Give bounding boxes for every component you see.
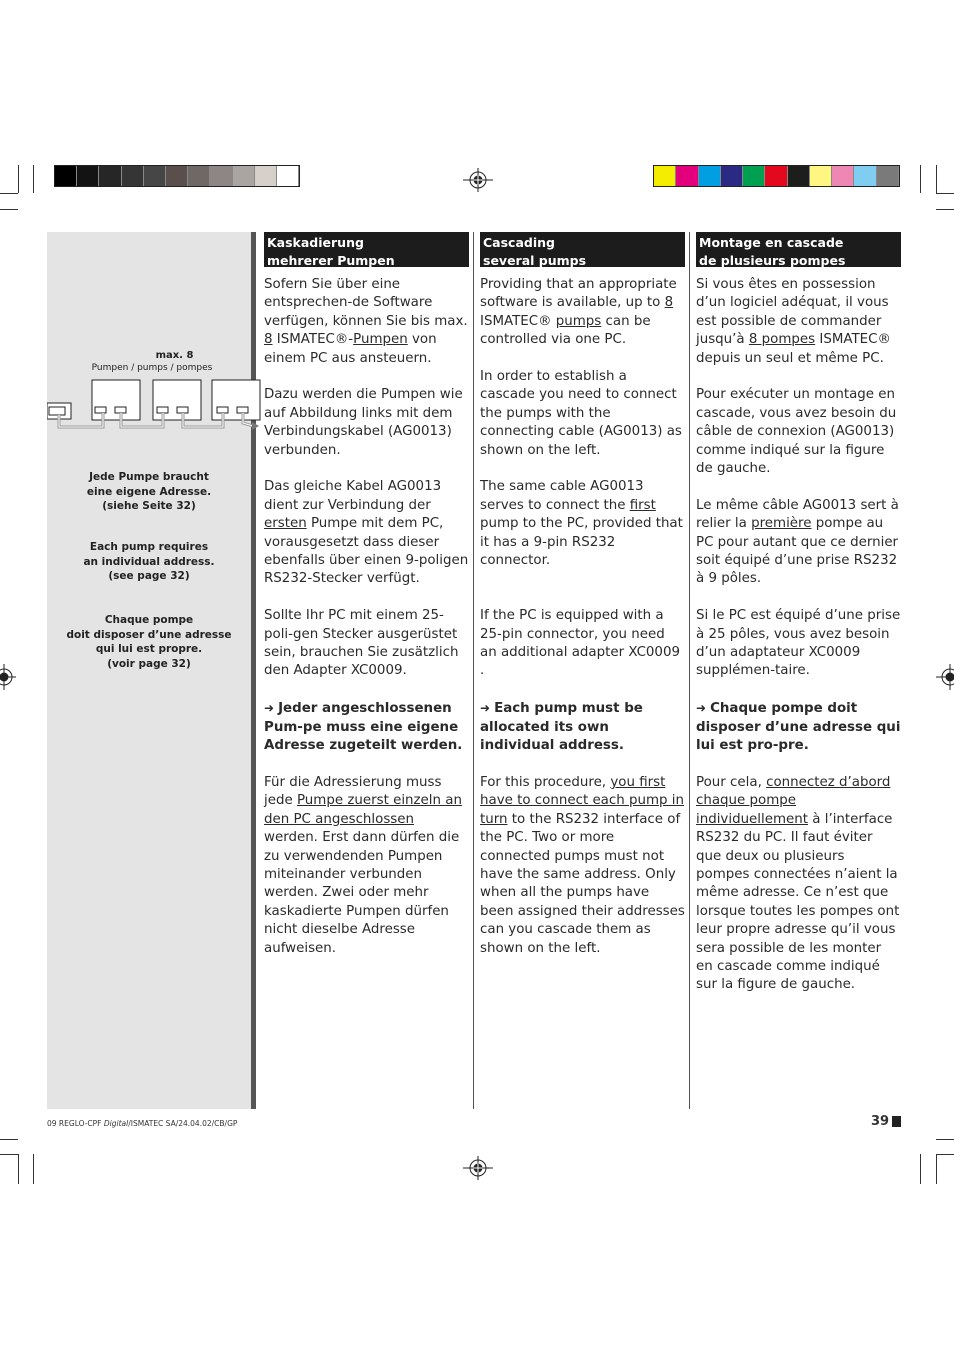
- important-note: ➜ Chaque pompe doit disposer d’une adresse qui lui est pro-pre.: [696, 701, 901, 754]
- paragraph: Sollte Ihr PC mit einem 25-poli-gen Stecker ausgerüstet sein, brauchen Sie zusätzlich den Adapter XC0009.: [264, 608, 459, 679]
- color-swatch: [122, 166, 144, 186]
- color-calibration-bar: [653, 165, 900, 187]
- section-heading: Montage en cascade de plusieurs pompes: [696, 232, 901, 267]
- crop-mark: [920, 165, 921, 193]
- crop-mark: [936, 1154, 954, 1155]
- paragraph: Providing that an appropriate software is available, up to 8 ISMATEC® pumps can be controlled via one PC.: [480, 277, 677, 348]
- color-swatch: [144, 166, 166, 186]
- crop-mark: [0, 209, 18, 210]
- column-divider: [689, 232, 690, 1109]
- section-heading: Cascading several pumps: [480, 232, 685, 267]
- registration-mark-icon: [0, 664, 16, 690]
- paragraph: Si vous êtes en possession d’un logiciel adéquat, il vous est possible de commander jusqu’à 8 pompes ISMATEC® depuis un seul et même PC.: [696, 277, 891, 366]
- sidebar-note-de: Jede Pumpe braucht eine eigene Adresse. (siehe Seite 32): [86, 471, 212, 512]
- paragraph: Pour exécuter un montage en cascade, vous avez besoin du câble de connexion (AG0013) comme indiqué sur la figure de gauche.: [696, 387, 897, 477]
- color-swatch: [854, 166, 876, 186]
- diagram-subtitle: Pumpen / pumps / pompes: [91, 363, 213, 373]
- color-swatch: [188, 166, 210, 186]
- column-body: [480, 276, 685, 958]
- color-swatch: [810, 166, 832, 186]
- column-divider: [473, 232, 474, 1109]
- crop-mark: [33, 1154, 34, 1184]
- paragraph: If the PC is equipped with a 25-pin connector, you need an additional adapter XC0009 .: [480, 608, 680, 679]
- color-swatch: [77, 166, 99, 186]
- crop-mark: [936, 1139, 954, 1140]
- registration-mark-icon: [936, 664, 954, 690]
- pump-box: [92, 380, 140, 420]
- color-swatch: [788, 166, 810, 186]
- color-swatch: [877, 166, 899, 186]
- diagram-title: max. 8: [155, 350, 194, 361]
- color-swatch: [277, 166, 299, 186]
- important-note: ➜ Each pump must be allocated its own individual address.: [480, 701, 643, 754]
- pump-cascade-diagram: [47, 376, 262, 432]
- column-german: [264, 232, 469, 976]
- color-swatch: [699, 166, 721, 186]
- pump-box: [153, 380, 201, 420]
- color-swatch: [743, 166, 765, 186]
- registration-mark-icon: [463, 168, 493, 192]
- paragraph: Dazu werden die Pumpen wie auf Abbildung links mit dem Verbindungskabel (AG0013) verbunden.: [264, 387, 463, 458]
- color-swatch: [233, 166, 255, 186]
- page-marker: [892, 1116, 901, 1127]
- color-swatch: [210, 166, 232, 186]
- arrow-right-icon: ➜: [696, 701, 707, 716]
- crop-mark: [33, 165, 34, 193]
- color-swatch: [765, 166, 787, 186]
- sidebar-note-en: Each pump requires an individual address. (see page 32): [83, 541, 215, 582]
- document-reference: 09 REGLO-CPF Digital/ISMATEC SA/24.04.02/CB/GP: [47, 1119, 238, 1128]
- column-french: [696, 232, 901, 1013]
- important-note: ➜ Jeder angeschlossenen Pum-pe muss eine eigene Adresse zugeteilt werden.: [264, 701, 463, 754]
- crop-mark: [0, 1139, 18, 1140]
- paragraph: Für die Adressierung muss jede Pumpe zuerst einzeln an den PC angeschlossen werden. Erst dann dürfen die zu verwendenden Pumpen miteinander verbunden werden. Zwei oder mehr kaskadierte Pumpen dürfen nicht dieselbe Adresse aufweisen.: [264, 774, 462, 956]
- paragraph: Pour cela, connectez d’abord chaque pompe individuellement à l’interface RS232 du PC. Il faut éviter que deux ou plusieurs pompes connectées n’aient la même adresse. Ce n’est que lorsque toutes les pompes ont leur propre adresse qu’il vous sera possible de les monter en cascade comme indiqué sur la figure de gauche.: [696, 774, 900, 993]
- color-swatch: [99, 166, 121, 186]
- paragraph: Le même câble AG0013 sert à relier la première pompe au PC pour autant que ce dernier soit équipé d’une prise RS232 à 9 pôles.: [696, 497, 899, 587]
- color-swatch: [676, 166, 698, 186]
- paragraph: Sofern Sie über eine entsprechen-de Software verfügen, können Sie bis max. 8 ISMATEC®-Pumpen von einem PC aus ansteuern.: [264, 277, 468, 366]
- crop-mark: [920, 1154, 921, 1184]
- color-swatch: [55, 166, 77, 186]
- color-swatch: [166, 166, 188, 186]
- color-swatch: [654, 166, 676, 186]
- section-heading: Kaskadierung mehrerer Pumpen: [264, 232, 469, 267]
- crop-mark: [936, 209, 954, 210]
- color-swatch: [721, 166, 743, 186]
- crop-mark: [0, 1154, 18, 1155]
- crop-mark: [936, 165, 937, 193]
- pump-box: [212, 380, 260, 420]
- column-body: [696, 276, 901, 995]
- sidebar-note-fr: Chaque pompe doit disposer d’une adresse qui lui est propre. (voir page 32): [66, 614, 232, 670]
- paragraph: The same cable AG0013 serves to connect the first pump to the PC, provided that it has a 9-pin RS232 connector.: [480, 479, 683, 569]
- column-english: [480, 232, 685, 976]
- crop-mark: [936, 193, 954, 194]
- paragraph: For this procedure, you first have to connect each pump in turn to the RS232 interface of the PC. Two or more connected pumps must not have the same address. Only when all the pumps have been assigned their addresses can you cascade them as shown on the left.: [480, 774, 685, 956]
- crop-mark: [18, 165, 19, 193]
- crop-mark: [18, 1154, 19, 1184]
- arrow-right-icon: ➜: [264, 701, 275, 716]
- grey-calibration-bar: [54, 165, 300, 187]
- page-number: 39: [871, 1114, 890, 1129]
- color-swatch: [255, 166, 277, 186]
- paragraph: Das gleiche Kabel AG0013 dient zur Verbindung der ersten Pumpe mit dem PC, vorausgesetzt dass dieser ebenfalls über einen 9-poligen RS232-Stecker verfügt.: [264, 479, 469, 587]
- crop-mark: [936, 1154, 937, 1184]
- paragraph: In order to establish a cascade you need to connect the pumps with the connecting cable (AG0013) as shown on the left.: [480, 369, 682, 458]
- column-body: [264, 276, 469, 958]
- paragraph: Si le PC est équipé d’une prise à 25 pôles, vous avez besoin d’un adaptateur XC0009 supplémen-taire.: [696, 608, 901, 679]
- registration-mark-icon: [463, 1156, 493, 1180]
- crop-mark: [0, 193, 18, 194]
- color-swatch: [832, 166, 854, 186]
- arrow-right-icon: ➜: [480, 701, 491, 716]
